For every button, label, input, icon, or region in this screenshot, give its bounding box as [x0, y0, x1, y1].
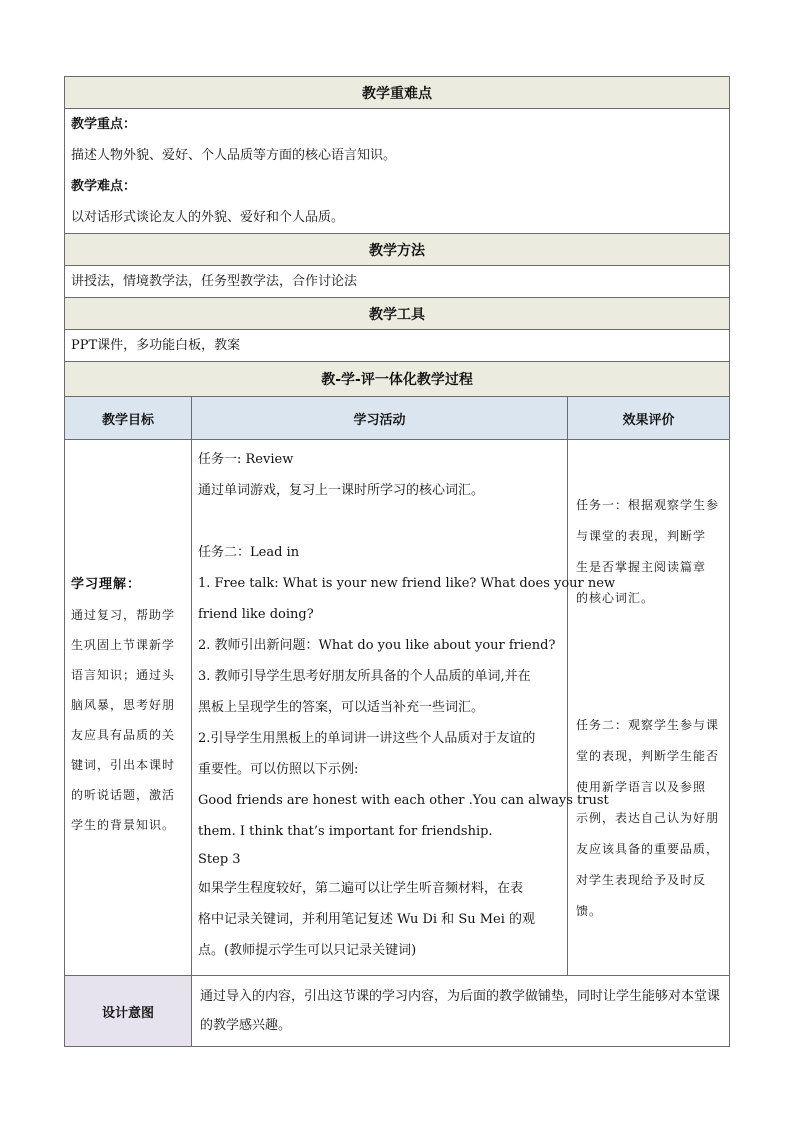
eval-line: 对学生表现给予及时反	[576, 873, 707, 887]
eval-line: 与课堂的表现，判断学	[576, 529, 707, 543]
activity-line: friend like doing?	[198, 607, 314, 622]
design-intent-label: 设计意图	[65, 976, 192, 1047]
goal-line: 键词，引出本课时	[71, 758, 176, 772]
activity-line: 2. 教师引出新问题：What do you like about your friend?	[198, 638, 556, 653]
goal-line: 语言知识；通过头	[71, 668, 176, 682]
eval-line: 示例，表达自己认为好朋	[576, 811, 720, 825]
goal-line: 通过复习，帮助学	[71, 608, 176, 622]
activity-line: 格中记录关键词，并利用笔记复述 Wu Di 和 Su Mei 的观	[198, 912, 536, 927]
activity-line: Step 3	[198, 852, 241, 867]
focus-text: 描述人物外貌、爱好、个人品质等方面的核心语言知识。	[71, 148, 397, 163]
difficulty-label: 教学难点：	[71, 179, 137, 194]
eval-line: 任务二：观察学生参与课	[576, 718, 720, 732]
goal-line: 友应具有品质的关	[71, 728, 176, 742]
difficulty-text: 以对话形式谈论友人的外貌、爱好和个人品质。	[71, 210, 345, 225]
goal-line: 生巩固上节课新学	[71, 638, 176, 652]
tools-header: 教学工具	[65, 298, 730, 330]
activity-line: 1. Free talk: What is your new friend like? What does your new	[198, 576, 616, 591]
eval-line: 堂的表现，判断学生能否	[576, 749, 720, 763]
activity-cell	[192, 440, 616, 976]
activity-line: 3. 教师引导学生思考好朋友所具备的个人品质的单词,并在	[198, 669, 531, 684]
eval-line: 任务一：根据观察学生参	[576, 498, 720, 512]
methods-header: 教学方法	[65, 234, 730, 266]
eval-line: 馈。	[576, 904, 603, 918]
design-intent-text: 通过导入的内容，引出这节课的学习内容，为后面的教学做铺垫，同时让学生能够对本堂课的教学感兴趣。	[192, 976, 730, 1047]
eval-line: 的核心词汇。	[576, 591, 655, 605]
goal-cell	[65, 440, 192, 976]
goal-line: 学生的背景知识。	[71, 818, 176, 832]
evaluation-cell	[568, 440, 730, 976]
activity-line: them. I think that’s important for friendship.	[198, 824, 493, 839]
activity-line: Good friends are honest with each other .You can always trust	[198, 793, 609, 808]
activity-line: 如果学生程度较好，第二遍可以让学生听音频材料，在表	[198, 881, 524, 896]
goal-title: 学习理解：	[71, 577, 142, 592]
eval-line: 生是否掌握主阅读篇章	[576, 560, 707, 574]
activity-column-header: 学习活动	[192, 397, 568, 440]
focus-label: 教学重点：	[71, 117, 137, 132]
task1-title: 任务一: Review	[198, 452, 294, 467]
eval-line: 使用新学语言以及参照	[576, 780, 707, 794]
methods-text: 讲授法，情境教学法，任务型教学法，合作讨论法	[71, 274, 358, 289]
activity-line: 黑板上呈现学生的答案，可以适当补充一些词汇。	[198, 700, 485, 715]
process-header: 教-学-评一体化教学过程	[65, 362, 730, 397]
activity-line: 2.引导学生用黑板上的单词讲一讲这些个人品质对于友谊的	[198, 731, 536, 746]
lesson-plan-table	[64, 76, 729, 1047]
key-points-header: 教学重难点	[65, 77, 730, 109]
task2-title: 任务二：Lead in	[198, 545, 300, 560]
key-points-cell	[65, 109, 730, 234]
tools-text: PPT课件，多功能白板，教案	[71, 338, 241, 353]
task1-text: 通过单词游戏，复习上一课时所学习的核心词汇。	[198, 483, 485, 498]
activity-line: 点。(教师提示学生可以只记录关键词)	[198, 943, 417, 958]
goal-line: 脑风暴，思考好朋	[71, 698, 176, 712]
goal-column-header: 教学目标	[65, 397, 192, 440]
eval-line: 友应该具备的重要品质，	[576, 842, 720, 856]
activity-line: 重要性。可以仿照以下示例:	[198, 762, 359, 777]
evaluation-column-header: 效果评价	[568, 397, 730, 440]
goal-line: 的听说话题，激活	[71, 788, 176, 802]
